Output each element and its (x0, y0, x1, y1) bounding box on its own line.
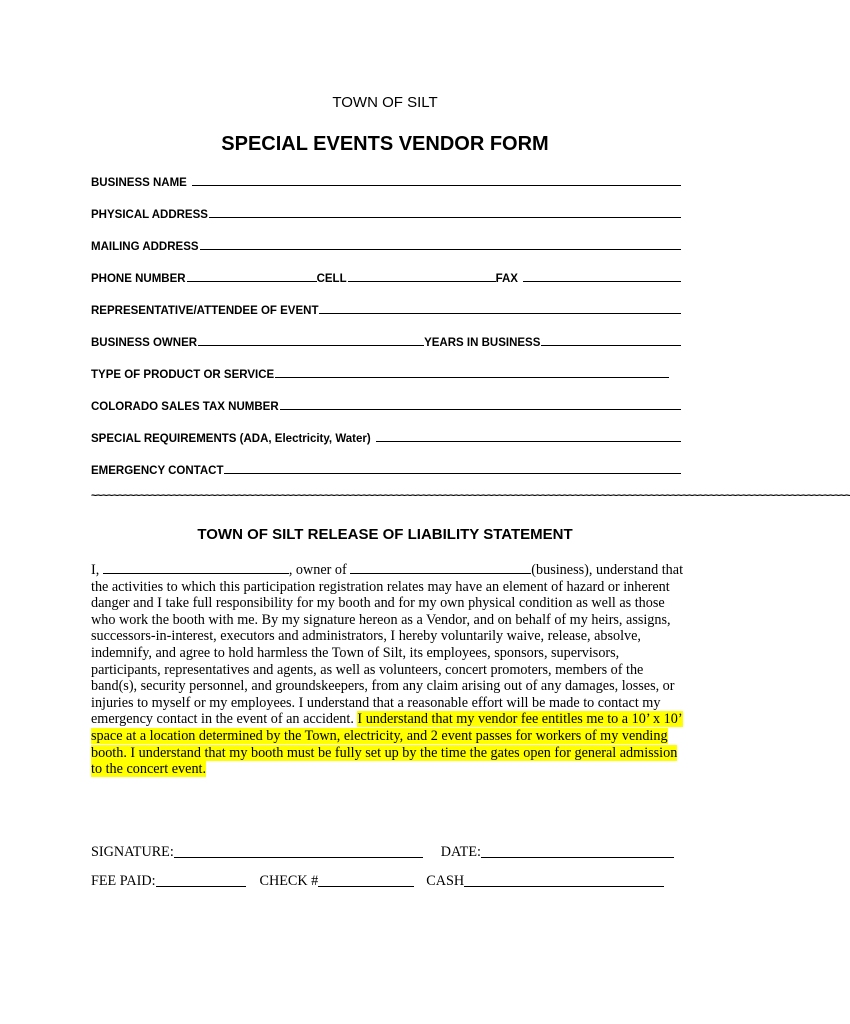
check-line[interactable] (318, 886, 414, 887)
cash-label: CASH (426, 873, 465, 889)
business-owner-label: BUSINESS OWNER (91, 337, 198, 349)
special-requirements-field[interactable] (91, 429, 681, 445)
physical-address-label: PHYSICAL ADDRESS (91, 209, 208, 221)
sales-tax-label: COLORADO SALES TAX NUMBER (91, 401, 279, 413)
special-requirements-line[interactable] (376, 441, 681, 442)
phone-row (91, 269, 681, 285)
physical-address-line[interactable] (209, 217, 681, 218)
section-divider: ~~~~~~~~~~~~~~~~~~~~~~~~~~~~~~~~~~~~~~~~~~~~~~~~~~~~~~~~~~~~~~~~~~~~~~~~~~~~~~~~~~~~~~~~~~~~~~~~~~~~~~~~~~~~~~~~~~~~~~~~~~~~~~~~~~~~~~~~~~~~ (91, 490, 850, 502)
mailing-address-field[interactable] (91, 237, 681, 253)
phone-number-line[interactable] (187, 281, 317, 282)
fax-line[interactable] (523, 281, 681, 282)
signature-label: SIGNATURE: (91, 844, 174, 860)
release-body: understand that the activities to which this participation registration relates may have an element of hazard or inherent danger and I take full responsibility for my booth and for my own physical condition as well as those who work the booth with me. By my signature hereon as a Vendor, and on behalf of my heirs, assigns, successors-in-interest, executors and administrators, I hereby voluntarily waive, release, absolve, indemnify, and agree to hold harmless the Town of Silt, its employees, sponsors, supervisors, participants, representatives and agents, as well as volunteers, concert promoters, members of the band(s), security personnel, and groundskeepers, from any claim arising out of any damages, losses, or injuries to myself or my employees. I understand that a reasonable effort will be made to contact my emergency contact in the event of an accident. (91, 562, 684, 728)
product-service-field[interactable] (91, 365, 669, 381)
payment-row (91, 872, 691, 890)
years-in-business-label: YEARS IN BUSINESS (424, 337, 541, 349)
emergency-contact-label: EMERGENCY CONTACT (91, 465, 224, 477)
cell-label: CELL (316, 273, 347, 285)
business-name-line[interactable] (192, 185, 681, 186)
representative-line[interactable] (319, 313, 681, 314)
town-heading: TOWN OF SILT (332, 94, 438, 111)
representative-field[interactable] (91, 301, 681, 317)
product-service-line[interactable] (275, 377, 669, 378)
mailing-address-line[interactable] (200, 249, 681, 250)
emergency-contact-field[interactable] (91, 461, 681, 477)
release-business: (business), (531, 562, 593, 578)
mailing-address-label: MAILING ADDRESS (91, 241, 199, 253)
emergency-contact-line[interactable] (224, 473, 681, 474)
representative-label: REPRESENTATIVE/ATTENDEE OF EVENT (91, 305, 319, 317)
phone-number-label: PHONE NUMBER (91, 273, 186, 285)
business-name-label: BUSINESS NAME (91, 177, 187, 189)
release-highlighted-terms: I understand that my vendor fee entitles me to a 10’ x 10’ space at a location determined by the Town, electricity, and 2 event passes for workers of my vending booth. I understand that my booth must be fully set up by the time the gates open for general admission to the concert event. (91, 711, 683, 778)
release-owner-of: , owner of (288, 562, 351, 578)
check-label: CHECK # (259, 873, 319, 889)
signature-row (91, 843, 691, 861)
fee-paid-line[interactable] (156, 886, 246, 887)
date-label: DATE: (440, 844, 481, 860)
business-owner-line[interactable] (198, 345, 424, 346)
signature-line[interactable] (174, 857, 423, 858)
form-title: SPECIAL EVENTS VENDOR FORM (221, 133, 549, 155)
date-line[interactable] (481, 857, 674, 858)
sales-tax-field[interactable] (91, 397, 681, 413)
release-prefix: I, (91, 562, 103, 578)
cell-line[interactable] (348, 281, 496, 282)
sales-tax-line[interactable] (280, 409, 681, 410)
vendor-name-blank[interactable] (103, 561, 289, 574)
business-name-field[interactable] (91, 173, 681, 189)
fax-label: FAX (495, 273, 518, 285)
physical-address-field[interactable] (91, 205, 681, 221)
owner-row (91, 333, 681, 349)
cash-line[interactable] (464, 886, 664, 887)
product-service-label: TYPE OF PRODUCT OR SERVICE (91, 369, 275, 381)
release-statement (91, 561, 686, 778)
business-blank[interactable] (350, 561, 531, 574)
fee-paid-label: FEE PAID: (91, 873, 156, 889)
special-requirements-label: SPECIAL REQUIREMENTS (ADA, Electricity, Water) (91, 433, 371, 445)
release-title: TOWN OF SILT RELEASE OF LIABILITY STATEMENT (197, 526, 573, 543)
years-in-business-line[interactable] (541, 345, 681, 346)
